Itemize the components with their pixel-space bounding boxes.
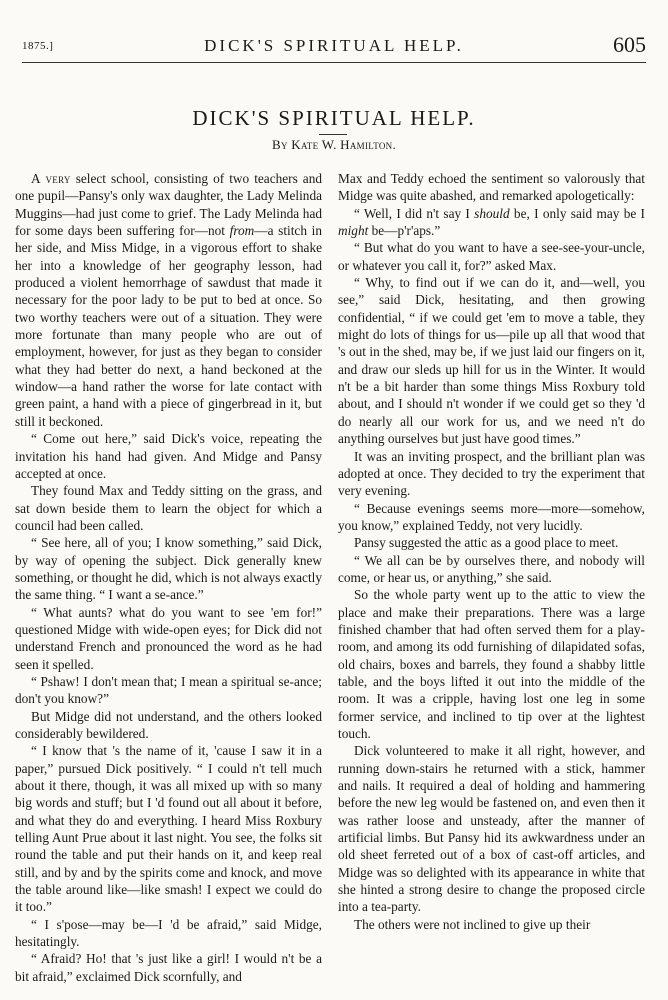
running-head-year: 1875.] bbox=[22, 40, 54, 52]
byline: By Kate W. Hamilton. bbox=[271, 137, 397, 152]
paragraph: “ Afraid? Ho! that 's just like a girl! I would n't be a bit afraid,” exclaimed Dick scornfully, and bbox=[15, 951, 322, 984]
paragraph: “ Pshaw! I don't mean that; I mean a spiritual se-ance; don't you know?” bbox=[15, 673, 322, 707]
paragraph: “ I know that 's the name of it, 'cause I saw it in a paper,” pursued Dick positively. “ I could n't tell much about it there, though, it was all mixed up with so many big words and stuff; but I 'd found out all about it before, and what they do and everything. I heard Miss Roxbury telling Aunt Prue about it last night. You see, the folks sit round the table and put their hands on it, and keep real still, and by and by the spirits come and knock, and move the table around like—like smash! I expect we could do it too.” bbox=[15, 743, 322, 915]
paragraph: It was an inviting prospect, and the brilliant plan was adopted at once. They decided to try the experiment that very evening. bbox=[338, 448, 645, 499]
paragraph: “ But what do you want to have a see-see-your-uncle, or whatever you call it, for?” asked Max. bbox=[338, 240, 645, 273]
paragraph: “ Why, to find out if we can do it, and—well, you see,” said Dick, hesitating, and then growing confidential, “ if we could get 'em to move a table, they might do lots of things for us—pile up all that wood that 's out in the shed, may be, if we just laid our fingers on it, and draw our sleds up hill for us in the Winter. It would n't be a bit harder than some things Miss Roxbury told about, and I should n't wonder if we could get so they 'd do nearly all our work for us, and we need n't do anything ourselves but just have good times.” bbox=[338, 275, 645, 447]
paragraph: “ We all can be by ourselves there, and nobody will come, or hear us, or anything,” she said. bbox=[338, 552, 645, 585]
left-column bbox=[15, 170, 322, 985]
paragraph: “ See here, all of you; I know something,” said Dick, by way of opening the subject. Dick generally knew something, or thought he did, which is not always exactly the same thing. “ I want a se-ance.” bbox=[15, 535, 322, 603]
paragraph: But Midge did not understand, and the others looked considerably bewildered. bbox=[15, 708, 322, 741]
article-title: DICK'S SPIRITUAL HELP. bbox=[192, 106, 476, 130]
paragraph: Max and Teddy echoed the sentiment so valorously that Midge was quite abashed, and remarked apologetically: bbox=[338, 171, 645, 204]
paragraph: Dick volunteered to make it all right, however, and running down-stairs he returned with a stick, hammer and nails. It required a deal of holding and hammering before the new leg would be fastened on, and even then it was rather loose and unsteady, after the manner of artificial limbs. But Pansy hid its awkwardness under an old sheet ferreted out of a box of cast-off articles, and Midge was so delighted with its appearance in white that she hinted a strong desire to change the proposed circle into a tea-party. bbox=[338, 743, 645, 915]
paragraph: “ I s'pose—may be—I 'd be afraid,” said Midge, hesitatingly. bbox=[15, 916, 322, 950]
paragraph: “ Because evenings seems more—more—somehow, you know,” explained Teddy, not very lucidly. bbox=[338, 500, 645, 533]
paragraph: A very select school, consisting of two teachers and one pupil—Pansy's only wax daughter, the Lady Melinda Muggins—had just come to grief. The Lady Melinda had for some days been suffering for—not from—a stitch in her side, and Miss Midge, in a vigorous effort to shake her into a knowledge of her geography lesson, had produced a violent hemorrhage of sawdust that made it necessary for the poor lady to be put to bed at once. So two worthy teachers were out of a situation. They were more fortunate than many people who are out of employment, however, for just as they began to consider what they had better do next, a hand beckoned at the window—a hand rather the worse for late contact with green paint, a hand with a piece of gingerbread in it, but still it beckoned. bbox=[15, 171, 322, 429]
header-rule bbox=[22, 62, 646, 63]
paragraph: So the whole party went up to the attic to view the place and make their preparations. There was a large finished chamber that had often served them for a play-room, and among its odd furnishing of dilapidated sofas, old chairs, boxes and barrels, they found a shabby little table, and the boys lifted it out into the middle of the room. It was a cripple, having lost one leg in some former service, and inclined to tip over at the lightest touch. bbox=[338, 587, 645, 741]
running-head-title: DICK'S SPIRITUAL HELP. bbox=[204, 36, 464, 55]
paragraph: The others were not inclined to give up their bbox=[353, 916, 591, 932]
paragraph: “ Well, I did n't say I should be, I only said may be I might be—p'r'aps.” bbox=[338, 205, 645, 239]
page-number: 605 bbox=[613, 32, 646, 57]
paragraph: “ What aunts? what do you want to see 'em for!” questioned Midge with wide-open eyes; for Dick did not understand French and pronounced the word as he had seen it spelled. bbox=[15, 604, 322, 672]
paragraph: They found Max and Teddy sitting on the grass, and sat down beside them to learn the object for which a council had been called. bbox=[15, 483, 322, 533]
running-head bbox=[22, 32, 646, 60]
paragraph: “ Come out here,” said Dick's voice, repeating the invitation his hand had given. And Midge and Pansy accepted at once. bbox=[15, 431, 322, 481]
right-column bbox=[338, 170, 645, 933]
title-rule bbox=[319, 134, 347, 135]
paragraph: Pansy suggested the attic as a good place to meet. bbox=[353, 535, 619, 551]
